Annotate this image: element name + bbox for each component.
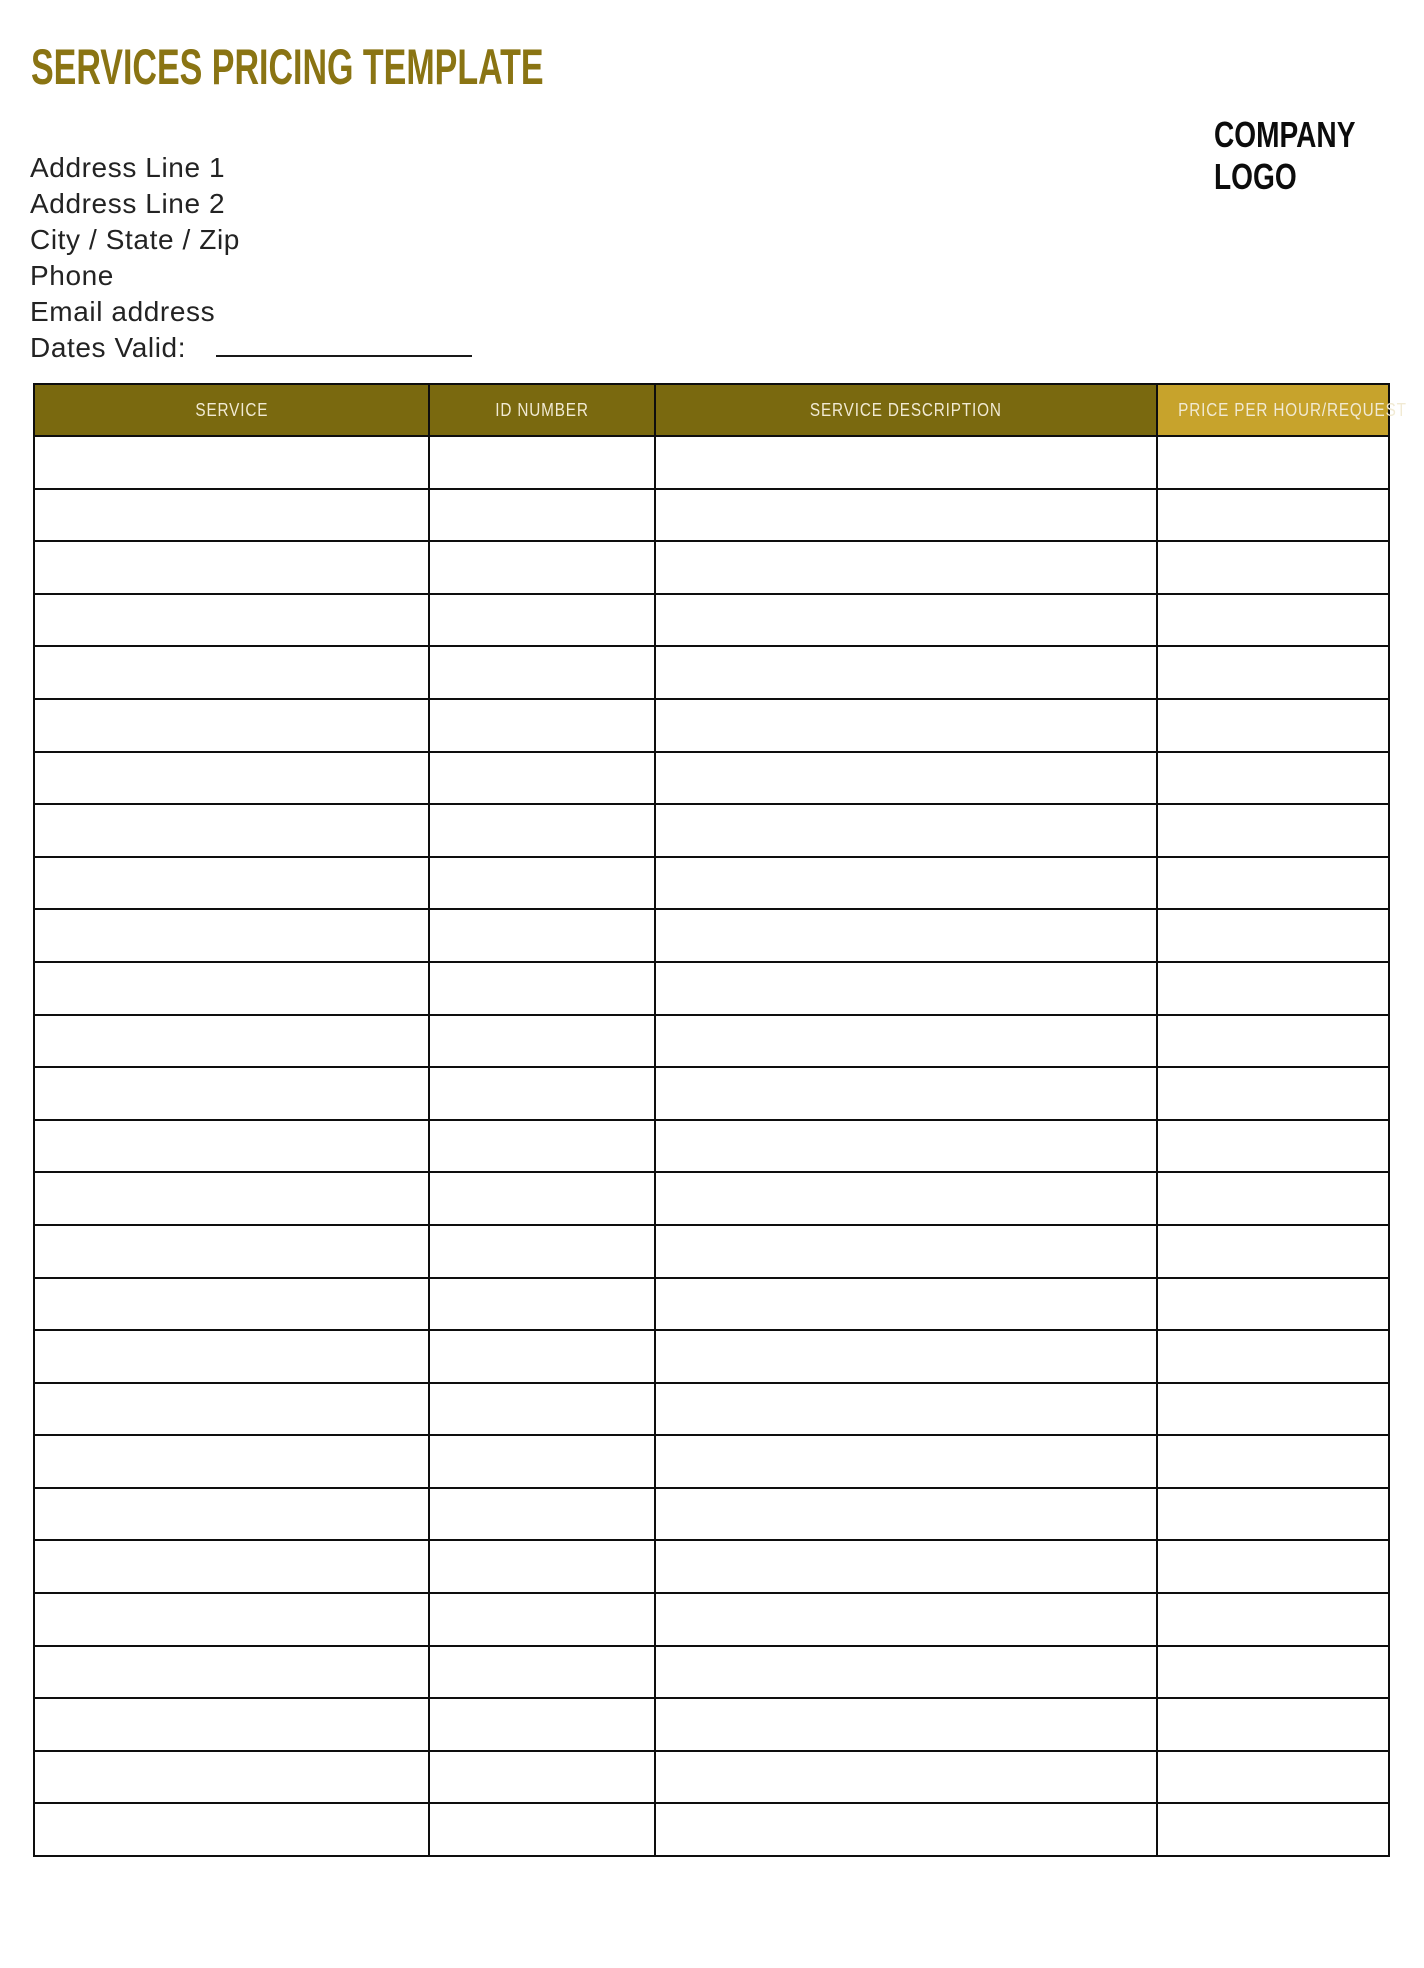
table-cell[interactable]: [34, 646, 429, 699]
table-cell[interactable]: [1157, 1488, 1389, 1541]
table-row: [34, 1540, 1389, 1593]
table-cell[interactable]: [1157, 962, 1389, 1015]
table-row: [34, 752, 1389, 805]
table-cell[interactable]: [34, 1435, 429, 1488]
table-cell[interactable]: [34, 1646, 429, 1699]
table-cell[interactable]: [655, 804, 1157, 857]
table-cell[interactable]: [1157, 1383, 1389, 1436]
table-cell[interactable]: [34, 541, 429, 594]
table-cell[interactable]: [1157, 436, 1389, 489]
table-cell[interactable]: [429, 1278, 655, 1331]
table-cell[interactable]: [429, 541, 655, 594]
table-cell[interactable]: [1157, 752, 1389, 805]
table-cell[interactable]: [655, 646, 1157, 699]
table-cell[interactable]: [1157, 1540, 1389, 1593]
table-row: [34, 1120, 1389, 1173]
table-cell[interactable]: [34, 1067, 429, 1120]
table-row: [34, 1593, 1389, 1646]
table-cell[interactable]: [429, 1540, 655, 1593]
table-row: [34, 857, 1389, 910]
table-cell[interactable]: [655, 489, 1157, 542]
column-header-price-per-hour-request: PRICE PER HOUR/REQUEST: [1157, 384, 1389, 436]
table-cell[interactable]: [429, 1330, 655, 1383]
table-cell[interactable]: [429, 1225, 655, 1278]
table-cell[interactable]: [429, 1067, 655, 1120]
table-row: [34, 1803, 1389, 1856]
table-cell[interactable]: [34, 1172, 429, 1225]
table-cell[interactable]: [34, 1488, 429, 1541]
table-cell[interactable]: [1157, 1225, 1389, 1278]
column-header-service-description: SERVICE DESCRIPTION: [655, 384, 1157, 436]
table-cell[interactable]: [429, 1698, 655, 1751]
table-cell[interactable]: [655, 1120, 1157, 1173]
table-cell[interactable]: [1157, 1278, 1389, 1331]
table-row: [34, 489, 1389, 542]
table-cell[interactable]: [34, 804, 429, 857]
table-cell[interactable]: [429, 962, 655, 1015]
table-cell[interactable]: [1157, 1015, 1389, 1068]
table-cell[interactable]: [1157, 804, 1389, 857]
table-cell[interactable]: [1157, 541, 1389, 594]
table-cell[interactable]: [429, 489, 655, 542]
table-cell[interactable]: [655, 752, 1157, 805]
pricing-table: [33, 383, 1407, 1857]
table-row: [34, 1067, 1389, 1120]
table-cell[interactable]: [1157, 909, 1389, 962]
column-header-service: SERVICE: [34, 384, 429, 436]
table-cell[interactable]: [655, 1751, 1157, 1804]
table-cell[interactable]: [655, 594, 1157, 647]
dates-valid-label: Dates Valid:: [30, 332, 187, 363]
table-cell[interactable]: [429, 1383, 655, 1436]
table-cell[interactable]: [655, 1435, 1157, 1488]
table-row: [34, 962, 1389, 1015]
table-cell[interactable]: [34, 1015, 429, 1068]
table-row: [34, 1698, 1389, 1751]
table-cell[interactable]: [429, 752, 655, 805]
table-cell[interactable]: [429, 1120, 655, 1173]
table-cell[interactable]: [34, 1751, 429, 1804]
table-row: [34, 1172, 1389, 1225]
table-row: [34, 1488, 1389, 1541]
table-row: [34, 646, 1389, 699]
table-cell[interactable]: [429, 1803, 655, 1856]
logo-line-2: LOGO: [1214, 156, 1297, 197]
table-row: [34, 1435, 1389, 1488]
table-cell[interactable]: [655, 1330, 1157, 1383]
table-row: [34, 1330, 1389, 1383]
table-cell[interactable]: [655, 962, 1157, 1015]
address-phone: Phone: [30, 260, 114, 291]
table-cell[interactable]: [1157, 1172, 1389, 1225]
table-cell[interactable]: [34, 1803, 429, 1856]
table-cell[interactable]: [655, 1225, 1157, 1278]
table-cell[interactable]: [655, 541, 1157, 594]
table-cell[interactable]: [655, 1646, 1157, 1699]
table-cell[interactable]: [429, 436, 655, 489]
table-cell[interactable]: [34, 1330, 429, 1383]
table-cell[interactable]: [34, 1540, 429, 1593]
table-row: [34, 1278, 1389, 1331]
pricing-table-body: [34, 436, 1389, 1856]
table-cell[interactable]: [34, 489, 429, 542]
logo-line-1: COMPANY: [1214, 114, 1356, 155]
table-cell[interactable]: [655, 1803, 1157, 1856]
table-cell[interactable]: [429, 1646, 655, 1699]
header-row: [34, 384, 1389, 436]
company-logo: [1214, 114, 1355, 198]
table-cell[interactable]: [1157, 1751, 1389, 1804]
table-row: [34, 909, 1389, 962]
table-cell[interactable]: [34, 1225, 429, 1278]
table-cell[interactable]: [34, 962, 429, 1015]
table-cell[interactable]: [34, 594, 429, 647]
table-cell[interactable]: [1157, 1120, 1389, 1173]
table-cell[interactable]: [34, 857, 429, 910]
table-row: [34, 1751, 1389, 1804]
table-cell[interactable]: [655, 1698, 1157, 1751]
page-title: SERVICES PRICING TEMPLATE: [31, 39, 544, 95]
table-cell[interactable]: [1157, 489, 1389, 542]
table-cell[interactable]: [655, 699, 1157, 752]
table-row: [34, 594, 1389, 647]
table-cell[interactable]: [655, 1593, 1157, 1646]
pricing-table-header: [34, 384, 1407, 436]
table-row: [34, 1015, 1389, 1068]
table-cell[interactable]: [34, 1120, 429, 1173]
table-cell[interactable]: [429, 1593, 655, 1646]
table-cell[interactable]: [1157, 857, 1389, 910]
table-cell[interactable]: [655, 1172, 1157, 1225]
table-cell[interactable]: [1157, 1330, 1389, 1383]
table-row: [34, 1646, 1389, 1699]
table-cell[interactable]: [1157, 594, 1389, 647]
table-cell[interactable]: [429, 1015, 655, 1068]
table-cell[interactable]: [655, 1383, 1157, 1436]
table-cell[interactable]: [655, 909, 1157, 962]
table-cell[interactable]: [1157, 1803, 1389, 1856]
table-cell[interactable]: [34, 436, 429, 489]
table-cell[interactable]: [1157, 646, 1389, 699]
table-cell[interactable]: [429, 1488, 655, 1541]
table-row: [34, 436, 1389, 489]
table-cell[interactable]: [429, 1751, 655, 1804]
table-cell[interactable]: [34, 699, 429, 752]
table-row: [34, 699, 1389, 752]
address-city-state-zip: City / State / Zip: [30, 224, 240, 255]
table-cell[interactable]: [655, 857, 1157, 910]
table-cell[interactable]: [429, 594, 655, 647]
table-cell[interactable]: [34, 1698, 429, 1751]
table-cell[interactable]: [429, 1435, 655, 1488]
table-cell[interactable]: [429, 909, 655, 962]
table-cell[interactable]: [34, 1278, 429, 1331]
table-row: [34, 1383, 1389, 1436]
table-cell[interactable]: [34, 752, 429, 805]
table-cell[interactable]: [34, 1593, 429, 1646]
table-cell[interactable]: [655, 1278, 1157, 1331]
table-cell[interactable]: [655, 1488, 1157, 1541]
table-cell[interactable]: [1157, 1698, 1389, 1751]
table-cell[interactable]: [429, 1172, 655, 1225]
table-cell[interactable]: [1157, 1435, 1389, 1488]
table-cell[interactable]: [1157, 699, 1389, 752]
table-cell[interactable]: [34, 1383, 429, 1436]
address-email: Email address: [30, 296, 216, 327]
dates-valid-blank-field[interactable]: [216, 339, 472, 357]
table-cell[interactable]: [429, 646, 655, 699]
table-cell[interactable]: [34, 909, 429, 962]
column-header-id-number: ID NUMBER: [429, 384, 655, 436]
table-cell[interactable]: [429, 857, 655, 910]
table-row: [34, 1225, 1389, 1278]
table-cell[interactable]: [655, 436, 1157, 489]
table-cell[interactable]: [429, 804, 655, 857]
address-line-1: Address Line 1: [30, 152, 226, 183]
table-row: [34, 541, 1389, 594]
table-cell[interactable]: [655, 1067, 1157, 1120]
address-block: [30, 150, 472, 366]
table-cell[interactable]: [1157, 1646, 1389, 1699]
table-cell[interactable]: [655, 1540, 1157, 1593]
table-cell[interactable]: [429, 699, 655, 752]
address-line-2: Address Line 2: [30, 188, 226, 219]
table-row: [34, 804, 1389, 857]
table-cell[interactable]: [1157, 1067, 1389, 1120]
table-cell[interactable]: [1157, 1593, 1389, 1646]
table-cell[interactable]: [655, 1015, 1157, 1068]
